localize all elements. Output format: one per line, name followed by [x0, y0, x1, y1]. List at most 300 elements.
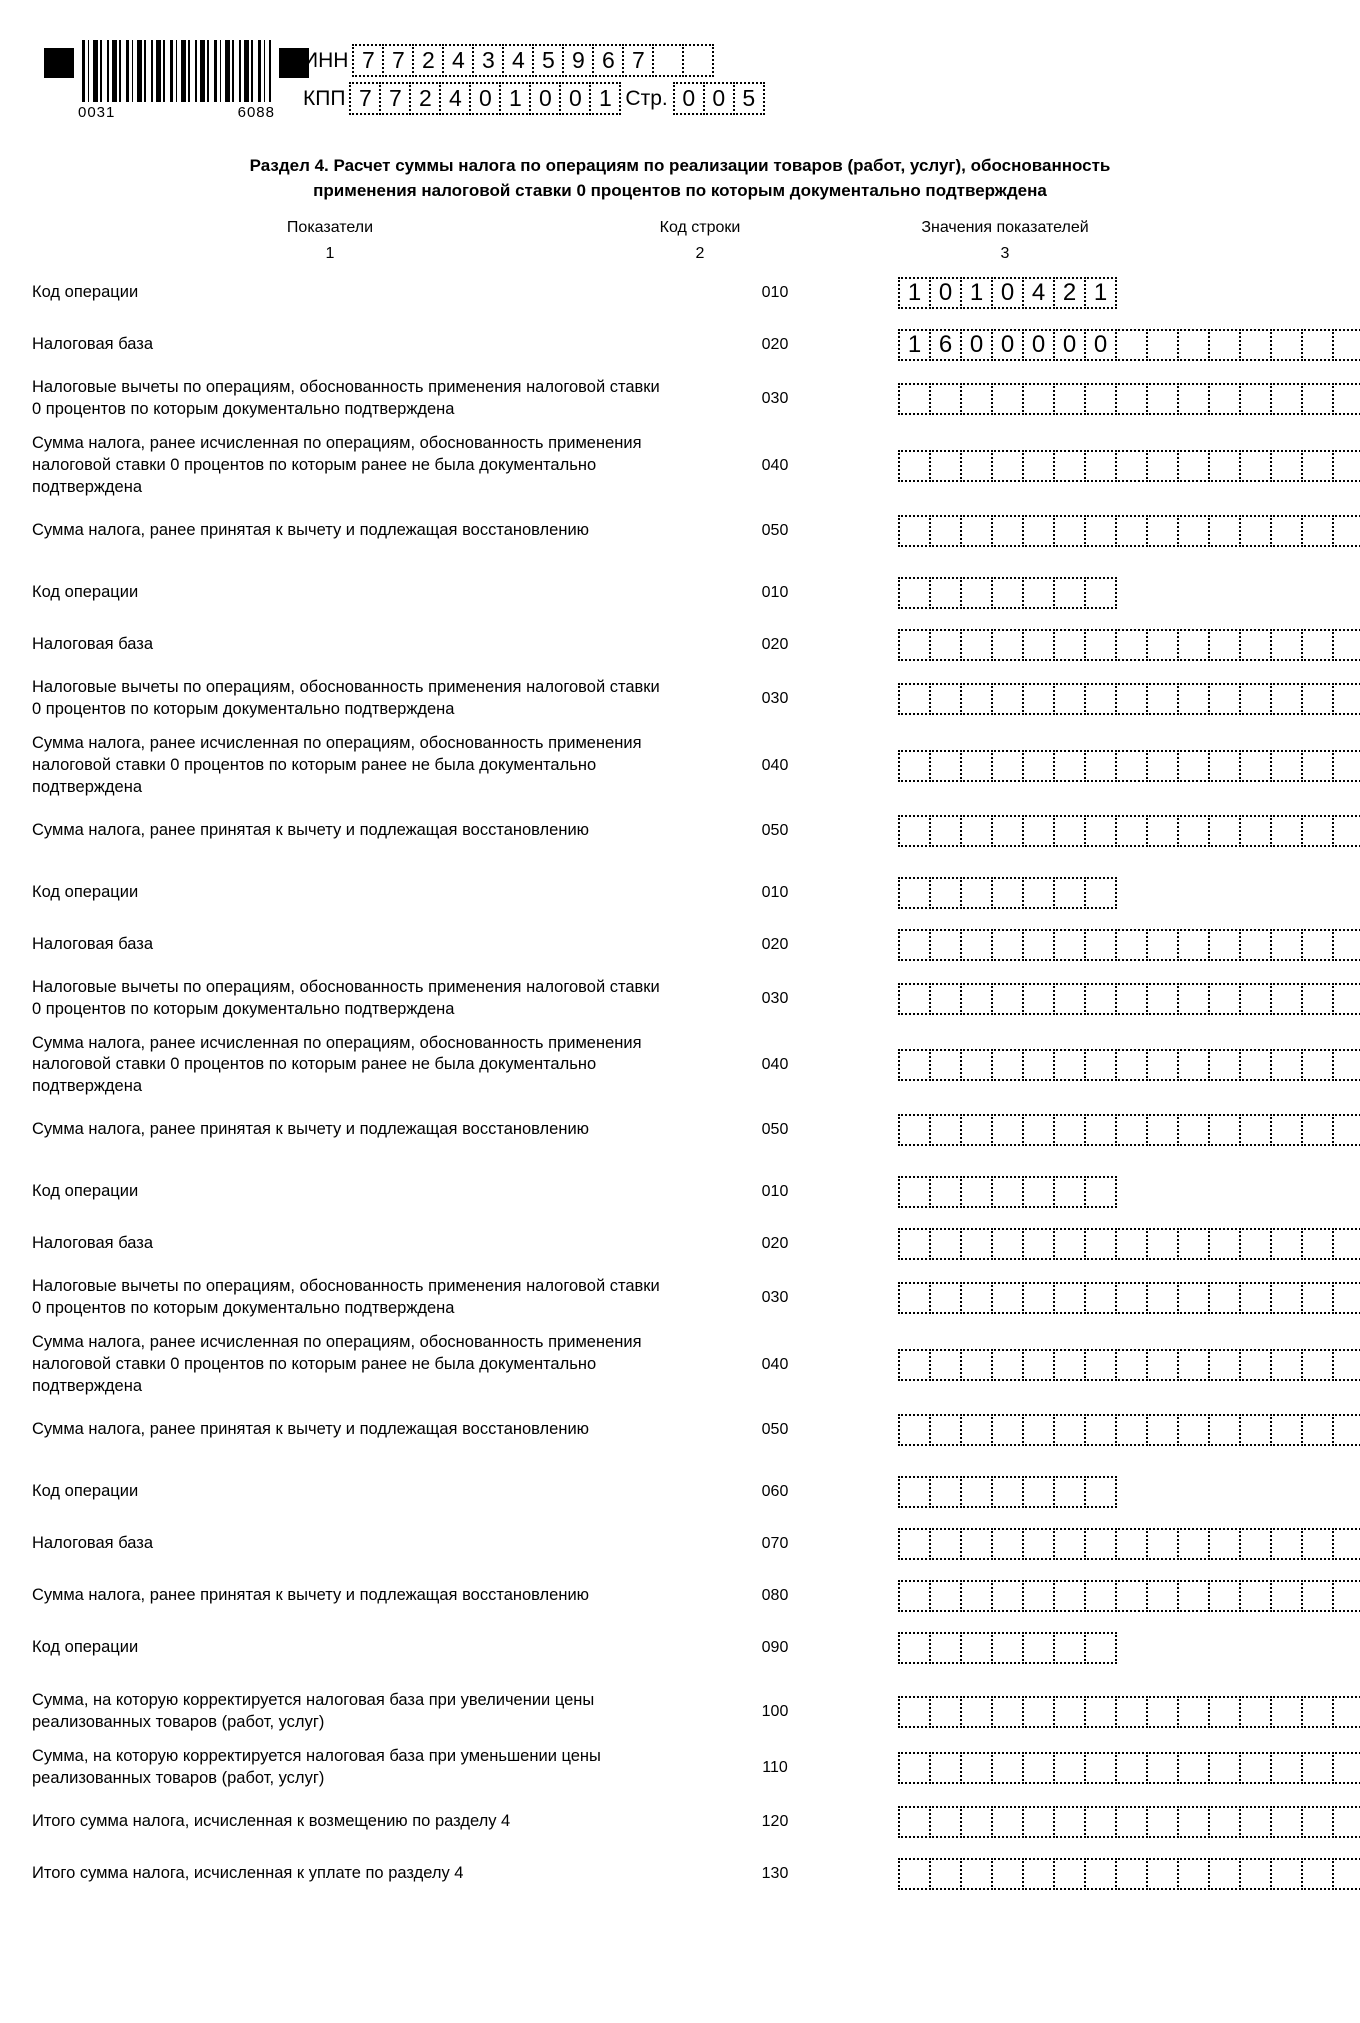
value-cell[interactable]: [929, 1858, 962, 1890]
value-cell[interactable]: [898, 1176, 931, 1208]
value-cell[interactable]: [1146, 450, 1179, 482]
value-cell[interactable]: [1115, 1806, 1148, 1838]
value-cell[interactable]: [960, 1349, 993, 1381]
value-cell[interactable]: [929, 1806, 962, 1838]
value-cell[interactable]: [991, 1176, 1024, 1208]
value-cell[interactable]: [991, 1858, 1024, 1890]
value-cell[interactable]: [1053, 750, 1086, 782]
value-cell[interactable]: [1301, 1580, 1334, 1612]
value-cell[interactable]: [1146, 683, 1179, 715]
value-cell[interactable]: [1053, 1858, 1086, 1890]
value-cell[interactable]: [1301, 1414, 1334, 1446]
value-cell[interactable]: [1208, 329, 1241, 361]
value-cell[interactable]: [1270, 329, 1303, 361]
value-cell[interactable]: [929, 683, 962, 715]
kpp-cell[interactable]: 1: [499, 82, 531, 115]
value-cell[interactable]: [1053, 1752, 1086, 1784]
value-cell[interactable]: [1115, 1528, 1148, 1560]
value-cell[interactable]: [1177, 515, 1210, 547]
value-cell[interactable]: [1022, 1176, 1055, 1208]
row-value-field[interactable]: [890, 750, 1360, 782]
value-cell[interactable]: [1084, 1696, 1117, 1728]
value-cell[interactable]: [1146, 1858, 1179, 1890]
value-cell[interactable]: [1301, 815, 1334, 847]
value-cell[interactable]: 6: [929, 329, 962, 361]
row-value-field[interactable]: [890, 1752, 1360, 1784]
value-cell[interactable]: [1115, 1349, 1148, 1381]
value-cell[interactable]: [1270, 983, 1303, 1015]
value-cell[interactable]: [1239, 1752, 1272, 1784]
value-cell[interactable]: [1332, 1528, 1360, 1560]
value-cell[interactable]: [929, 1114, 962, 1146]
row-value-field[interactable]: [890, 329, 1360, 361]
value-cell[interactable]: [1022, 1414, 1055, 1446]
inn-cell[interactable]: 4: [442, 44, 474, 77]
value-cell[interactable]: [1053, 1580, 1086, 1612]
value-cell[interactable]: [960, 1580, 993, 1612]
value-cell[interactable]: [1115, 983, 1148, 1015]
value-cell[interactable]: [1115, 1049, 1148, 1081]
value-cell[interactable]: [898, 1632, 931, 1664]
value-cell[interactable]: [898, 1696, 931, 1728]
value-cell[interactable]: [1208, 1806, 1241, 1838]
inn-cell[interactable]: 5: [532, 44, 564, 77]
value-cell[interactable]: [1084, 1752, 1117, 1784]
value-cell[interactable]: [1022, 815, 1055, 847]
value-cell[interactable]: [1239, 1349, 1272, 1381]
value-cell[interactable]: [1084, 1806, 1117, 1838]
value-cell[interactable]: [929, 383, 962, 415]
value-cell[interactable]: [1084, 1114, 1117, 1146]
value-cell[interactable]: [1239, 815, 1272, 847]
value-cell[interactable]: [1146, 1414, 1179, 1446]
value-cell[interactable]: [1022, 1580, 1055, 1612]
value-cell[interactable]: [1332, 1049, 1360, 1081]
value-cell[interactable]: [1084, 1632, 1117, 1664]
value-cell[interactable]: [1053, 450, 1086, 482]
value-cell[interactable]: [1270, 683, 1303, 715]
value-cell[interactable]: [1053, 1228, 1086, 1260]
value-cell[interactable]: [1270, 815, 1303, 847]
row-value-field[interactable]: [890, 1580, 1360, 1612]
row-value-field[interactable]: [890, 1228, 1360, 1260]
value-cell[interactable]: 0: [1022, 329, 1055, 361]
value-cell[interactable]: [1022, 1806, 1055, 1838]
value-cell[interactable]: [1084, 983, 1117, 1015]
value-cell[interactable]: [929, 515, 962, 547]
value-cell[interactable]: [1115, 1228, 1148, 1260]
value-cell[interactable]: [1239, 1228, 1272, 1260]
value-cell[interactable]: [929, 877, 962, 909]
value-cell[interactable]: [1239, 1049, 1272, 1081]
value-cell[interactable]: [1053, 1696, 1086, 1728]
value-cell[interactable]: [1022, 1476, 1055, 1508]
inn-cell[interactable]: 6: [592, 44, 624, 77]
value-cell[interactable]: [929, 983, 962, 1015]
value-cell[interactable]: [1177, 929, 1210, 961]
value-cell[interactable]: [898, 1476, 931, 1508]
value-cell[interactable]: [1115, 329, 1148, 361]
value-cell[interactable]: [991, 515, 1024, 547]
value-cell[interactable]: 0: [991, 329, 1024, 361]
value-cell[interactable]: 0: [1053, 329, 1086, 361]
value-cell[interactable]: [1146, 1228, 1179, 1260]
value-cell[interactable]: [1053, 1476, 1086, 1508]
value-cell[interactable]: [929, 1696, 962, 1728]
value-cell[interactable]: [898, 1282, 931, 1314]
value-cell[interactable]: [898, 1414, 931, 1446]
value-cell[interactable]: [1332, 1806, 1360, 1838]
value-cell[interactable]: [1084, 450, 1117, 482]
value-cell[interactable]: [991, 577, 1024, 609]
value-cell[interactable]: [1177, 1228, 1210, 1260]
value-cell[interactable]: [898, 683, 931, 715]
page-number-cell[interactable]: 5: [733, 82, 765, 115]
value-cell[interactable]: [1146, 383, 1179, 415]
value-cell[interactable]: [991, 1580, 1024, 1612]
value-cell[interactable]: [1084, 1176, 1117, 1208]
value-cell[interactable]: [1332, 383, 1360, 415]
row-value-field[interactable]: [890, 1282, 1360, 1314]
value-cell[interactable]: [1301, 1696, 1334, 1728]
inn-field[interactable]: [352, 44, 712, 77]
value-cell[interactable]: [960, 1858, 993, 1890]
value-cell[interactable]: [1208, 750, 1241, 782]
value-cell[interactable]: [1332, 683, 1360, 715]
row-value-field[interactable]: [890, 1476, 1360, 1508]
value-cell[interactable]: [1084, 1580, 1117, 1612]
value-cell[interactable]: [1239, 1528, 1272, 1560]
value-cell[interactable]: [1053, 983, 1086, 1015]
value-cell[interactable]: [960, 877, 993, 909]
inn-cell[interactable]: 2: [412, 44, 444, 77]
value-cell[interactable]: [1332, 1114, 1360, 1146]
value-cell[interactable]: [898, 1858, 931, 1890]
value-cell[interactable]: [1332, 515, 1360, 547]
value-cell[interactable]: [1084, 1528, 1117, 1560]
value-cell[interactable]: [1146, 1696, 1179, 1728]
value-cell[interactable]: [1301, 515, 1334, 547]
value-cell[interactable]: [898, 929, 931, 961]
value-cell[interactable]: [1053, 929, 1086, 961]
value-cell[interactable]: [1332, 1282, 1360, 1314]
value-cell[interactable]: [1053, 1528, 1086, 1560]
value-cell[interactable]: [1208, 1049, 1241, 1081]
value-cell[interactable]: [1208, 629, 1241, 661]
value-cell[interactable]: [1177, 983, 1210, 1015]
value-cell[interactable]: [1239, 450, 1272, 482]
value-cell[interactable]: 1: [898, 277, 931, 309]
value-cell[interactable]: [898, 515, 931, 547]
value-cell[interactable]: [1301, 1528, 1334, 1560]
value-cell[interactable]: [1146, 929, 1179, 961]
value-cell[interactable]: [1053, 683, 1086, 715]
page-number-cell[interactable]: 0: [703, 82, 735, 115]
value-cell[interactable]: [1208, 1114, 1241, 1146]
value-cell[interactable]: [960, 1176, 993, 1208]
value-cell[interactable]: [1022, 515, 1055, 547]
value-cell[interactable]: 0: [929, 277, 962, 309]
value-cell[interactable]: [1208, 1228, 1241, 1260]
value-cell[interactable]: [960, 1528, 993, 1560]
row-value-field[interactable]: [890, 815, 1360, 847]
value-cell[interactable]: [1239, 1414, 1272, 1446]
value-cell[interactable]: [1053, 1349, 1086, 1381]
value-cell[interactable]: [929, 1176, 962, 1208]
value-cell[interactable]: [1332, 329, 1360, 361]
value-cell[interactable]: [1115, 515, 1148, 547]
value-cell[interactable]: [1270, 1696, 1303, 1728]
value-cell[interactable]: [898, 877, 931, 909]
value-cell[interactable]: [929, 750, 962, 782]
value-cell[interactable]: 1: [960, 277, 993, 309]
value-cell[interactable]: [1332, 1414, 1360, 1446]
value-cell[interactable]: [1239, 750, 1272, 782]
value-cell[interactable]: [1239, 929, 1272, 961]
value-cell[interactable]: [929, 1632, 962, 1664]
value-cell[interactable]: [1270, 1049, 1303, 1081]
value-cell[interactable]: [1208, 1414, 1241, 1446]
value-cell[interactable]: [1270, 1528, 1303, 1560]
value-cell[interactable]: [1053, 1049, 1086, 1081]
value-cell[interactable]: [1332, 1752, 1360, 1784]
value-cell[interactable]: [1053, 877, 1086, 909]
value-cell[interactable]: [960, 577, 993, 609]
kpp-cell[interactable]: 0: [559, 82, 591, 115]
value-cell[interactable]: [1053, 1176, 1086, 1208]
value-cell[interactable]: [1053, 577, 1086, 609]
kpp-cell[interactable]: 1: [589, 82, 621, 115]
value-cell[interactable]: [1022, 1528, 1055, 1560]
value-cell[interactable]: [1022, 1049, 1055, 1081]
page-number-field[interactable]: [673, 82, 763, 115]
value-cell[interactable]: [1301, 629, 1334, 661]
value-cell[interactable]: [1022, 929, 1055, 961]
value-cell[interactable]: [960, 1632, 993, 1664]
value-cell[interactable]: [1146, 750, 1179, 782]
value-cell[interactable]: [960, 383, 993, 415]
row-value-field[interactable]: [890, 983, 1360, 1015]
value-cell[interactable]: [929, 629, 962, 661]
value-cell[interactable]: [1177, 1528, 1210, 1560]
inn-cell[interactable]: [652, 44, 684, 77]
row-value-field[interactable]: [890, 1414, 1360, 1446]
value-cell[interactable]: [1270, 383, 1303, 415]
value-cell[interactable]: [1332, 815, 1360, 847]
value-cell[interactable]: [960, 629, 993, 661]
value-cell[interactable]: [1115, 1114, 1148, 1146]
value-cell[interactable]: [991, 683, 1024, 715]
value-cell[interactable]: [991, 1528, 1024, 1560]
value-cell[interactable]: [1208, 450, 1241, 482]
value-cell[interactable]: [1115, 815, 1148, 847]
value-cell[interactable]: [1270, 929, 1303, 961]
value-cell[interactable]: [960, 1049, 993, 1081]
value-cell[interactable]: [898, 815, 931, 847]
value-cell[interactable]: [1146, 1049, 1179, 1081]
value-cell[interactable]: [1115, 1752, 1148, 1784]
value-cell[interactable]: [898, 983, 931, 1015]
value-cell[interactable]: [1332, 929, 1360, 961]
value-cell[interactable]: [1208, 1282, 1241, 1314]
value-cell[interactable]: [991, 450, 1024, 482]
row-value-field[interactable]: [890, 383, 1360, 415]
value-cell[interactable]: [1239, 383, 1272, 415]
value-cell[interactable]: [1270, 1228, 1303, 1260]
value-cell[interactable]: [991, 1049, 1024, 1081]
value-cell[interactable]: [1177, 1696, 1210, 1728]
value-cell[interactable]: [1146, 1528, 1179, 1560]
value-cell[interactable]: [1239, 983, 1272, 1015]
value-cell[interactable]: [1053, 1632, 1086, 1664]
value-cell[interactable]: [1084, 750, 1117, 782]
value-cell[interactable]: [960, 1806, 993, 1838]
value-cell[interactable]: [1177, 1580, 1210, 1612]
value-cell[interactable]: [1022, 383, 1055, 415]
value-cell[interactable]: [991, 1806, 1024, 1838]
value-cell[interactable]: [898, 1049, 931, 1081]
value-cell[interactable]: [991, 1349, 1024, 1381]
value-cell[interactable]: [1239, 1580, 1272, 1612]
value-cell[interactable]: [960, 683, 993, 715]
value-cell[interactable]: [1053, 815, 1086, 847]
value-cell[interactable]: [1301, 983, 1334, 1015]
value-cell[interactable]: [1332, 983, 1360, 1015]
value-cell[interactable]: [1022, 1282, 1055, 1314]
value-cell[interactable]: [1208, 1752, 1241, 1784]
value-cell[interactable]: [1301, 1349, 1334, 1381]
value-cell[interactable]: [1332, 750, 1360, 782]
value-cell[interactable]: [1270, 750, 1303, 782]
value-cell[interactable]: [929, 1282, 962, 1314]
row-value-field[interactable]: [890, 1806, 1360, 1838]
kpp-cell[interactable]: 7: [379, 82, 411, 115]
value-cell[interactable]: [1022, 1858, 1055, 1890]
row-value-field[interactable]: [890, 1696, 1360, 1728]
value-cell[interactable]: [991, 1476, 1024, 1508]
value-cell[interactable]: [991, 1696, 1024, 1728]
row-value-field[interactable]: [890, 1528, 1360, 1560]
value-cell[interactable]: [1084, 383, 1117, 415]
value-cell[interactable]: [1084, 629, 1117, 661]
value-cell[interactable]: [1022, 1349, 1055, 1381]
value-cell[interactable]: [1146, 1349, 1179, 1381]
value-cell[interactable]: [929, 1228, 962, 1260]
value-cell[interactable]: [1022, 683, 1055, 715]
value-cell[interactable]: [1053, 1806, 1086, 1838]
value-cell[interactable]: [898, 750, 931, 782]
value-cell[interactable]: [1115, 1282, 1148, 1314]
value-cell[interactable]: 0: [960, 329, 993, 361]
value-cell[interactable]: [1301, 929, 1334, 961]
row-value-field[interactable]: [890, 1114, 1360, 1146]
value-cell[interactable]: [1208, 929, 1241, 961]
value-cell[interactable]: [1084, 1349, 1117, 1381]
row-value-field[interactable]: [890, 1349, 1360, 1381]
value-cell[interactable]: [1332, 1858, 1360, 1890]
value-cell[interactable]: [929, 450, 962, 482]
value-cell[interactable]: [1177, 329, 1210, 361]
value-cell[interactable]: [991, 1632, 1024, 1664]
value-cell[interactable]: [960, 1476, 993, 1508]
value-cell[interactable]: 4: [1022, 277, 1055, 309]
value-cell[interactable]: [1239, 1696, 1272, 1728]
value-cell[interactable]: [1177, 750, 1210, 782]
value-cell[interactable]: [1177, 1806, 1210, 1838]
value-cell[interactable]: [1053, 629, 1086, 661]
value-cell[interactable]: [1084, 1858, 1117, 1890]
value-cell[interactable]: [1053, 1282, 1086, 1314]
value-cell[interactable]: [1115, 1696, 1148, 1728]
value-cell[interactable]: [1177, 383, 1210, 415]
value-cell[interactable]: [929, 1528, 962, 1560]
value-cell[interactable]: [1208, 683, 1241, 715]
value-cell[interactable]: [1146, 629, 1179, 661]
value-cell[interactable]: [1177, 1414, 1210, 1446]
value-cell[interactable]: [1301, 1858, 1334, 1890]
row-value-field[interactable]: [890, 683, 1360, 715]
value-cell[interactable]: [991, 1114, 1024, 1146]
value-cell[interactable]: [1084, 877, 1117, 909]
value-cell[interactable]: [960, 1114, 993, 1146]
value-cell[interactable]: [991, 383, 1024, 415]
row-value-field[interactable]: [890, 877, 1360, 909]
value-cell[interactable]: [1301, 1114, 1334, 1146]
value-cell[interactable]: [1022, 1696, 1055, 1728]
kpp-cell[interactable]: 2: [409, 82, 441, 115]
value-cell[interactable]: [1332, 1349, 1360, 1381]
value-cell[interactable]: [1270, 629, 1303, 661]
kpp-field[interactable]: [349, 82, 619, 115]
value-cell[interactable]: [960, 450, 993, 482]
value-cell[interactable]: [1208, 515, 1241, 547]
value-cell[interactable]: [1270, 1858, 1303, 1890]
value-cell[interactable]: [1239, 329, 1272, 361]
value-cell[interactable]: [1053, 1414, 1086, 1446]
value-cell[interactable]: [929, 577, 962, 609]
value-cell[interactable]: [1270, 1752, 1303, 1784]
value-cell[interactable]: [898, 1349, 931, 1381]
value-cell[interactable]: [1084, 515, 1117, 547]
value-cell[interactable]: [960, 815, 993, 847]
row-value-field[interactable]: [890, 1632, 1360, 1664]
value-cell[interactable]: [1177, 1858, 1210, 1890]
value-cell[interactable]: [1022, 577, 1055, 609]
value-cell[interactable]: 1: [1084, 277, 1117, 309]
value-cell[interactable]: [960, 929, 993, 961]
value-cell[interactable]: [1084, 683, 1117, 715]
value-cell[interactable]: [1084, 929, 1117, 961]
kpp-cell[interactable]: 7: [349, 82, 381, 115]
value-cell[interactable]: [1301, 683, 1334, 715]
value-cell[interactable]: [929, 1049, 962, 1081]
value-cell[interactable]: [1332, 1228, 1360, 1260]
value-cell[interactable]: [1239, 1114, 1272, 1146]
value-cell[interactable]: [1022, 1752, 1055, 1784]
value-cell[interactable]: [1270, 1349, 1303, 1381]
value-cell[interactable]: [1301, 329, 1334, 361]
value-cell[interactable]: [1177, 1282, 1210, 1314]
value-cell[interactable]: [1208, 983, 1241, 1015]
value-cell[interactable]: [1301, 1049, 1334, 1081]
value-cell[interactable]: [1115, 750, 1148, 782]
row-value-field[interactable]: [890, 1049, 1360, 1081]
value-cell[interactable]: [1146, 1752, 1179, 1784]
value-cell[interactable]: [991, 629, 1024, 661]
value-cell[interactable]: [1208, 1528, 1241, 1560]
value-cell[interactable]: [1239, 629, 1272, 661]
row-value-field[interactable]: [890, 1176, 1360, 1208]
